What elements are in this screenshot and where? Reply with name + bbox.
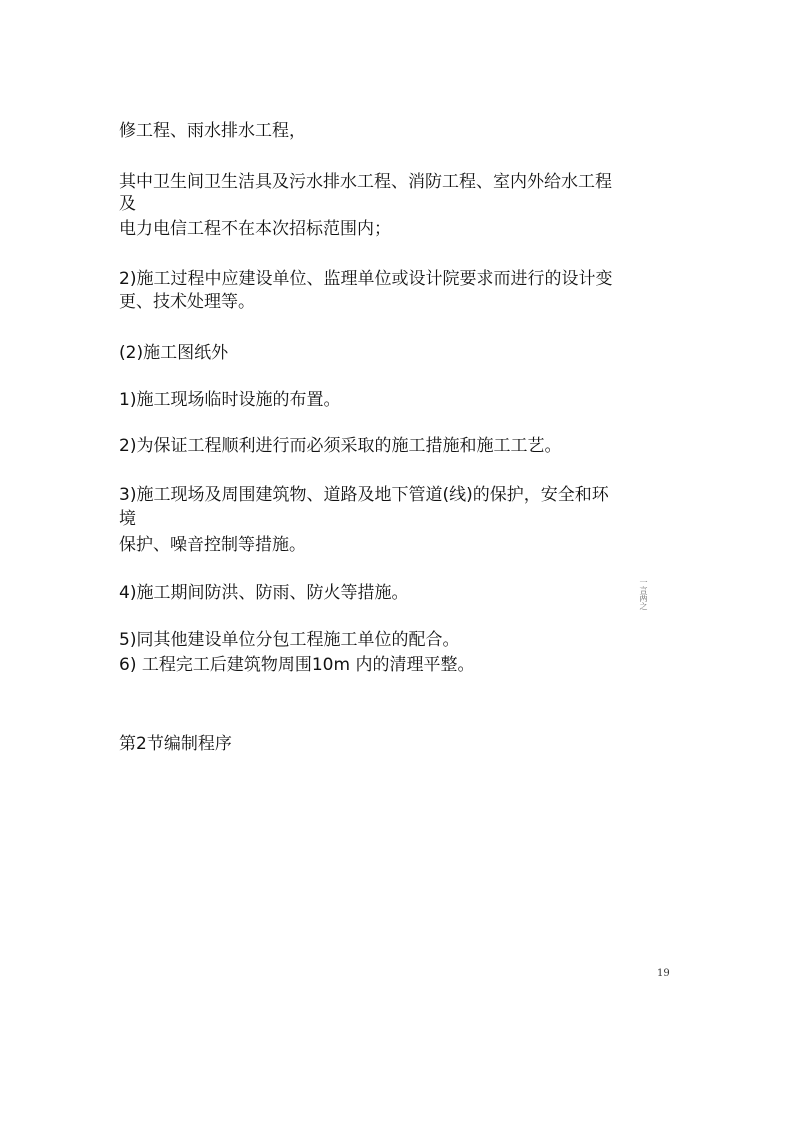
text-line-2: 其中卫生间卫生洁具及污水排水工程、消防工程、室内外给水工程 xyxy=(119,172,612,192)
text-line-13: 4)施工期间防洪、防雨、防火等措施。 xyxy=(119,583,409,603)
text-line-15: 6) 工程完工后建筑物周围10m 内的清理平整。 xyxy=(119,655,475,675)
section-title: 第2节编制程序 xyxy=(119,734,232,754)
text-line-8: 1)施工现场临时设施的布置。 xyxy=(119,390,341,410)
text-line-6: 更、技术处理等。 xyxy=(119,292,255,312)
text-line-5: 2)施工过程中应建设单位、监理单位或设计院要求而进行的设计变 xyxy=(119,269,613,289)
text-line-10: 3)施工现场及周围建筑物、道路及地下管道(线)的保护，安全和环 xyxy=(119,485,609,505)
section-heading-2: (2)施工图纸外 xyxy=(119,343,229,363)
text-line-14: 5)同其他建设单位分包工程施工单位的配合。 xyxy=(119,630,460,650)
text-line-3: 及 xyxy=(119,194,136,214)
text-line-11: 境 xyxy=(119,509,136,529)
side-note: 一言两之 xyxy=(639,578,648,610)
text-line-9: 2)为保证工程顺利进行而必须采取的施工措施和施工工艺。 xyxy=(119,436,562,456)
text-line-1: 修工程、雨水排水工程， xyxy=(119,121,306,141)
text-line-4: 电力电信工程不在本次招标范围内； xyxy=(119,219,391,239)
page-number: 19 xyxy=(657,968,670,979)
text-line-12: 保护、噪音控制等措施。 xyxy=(119,535,306,555)
